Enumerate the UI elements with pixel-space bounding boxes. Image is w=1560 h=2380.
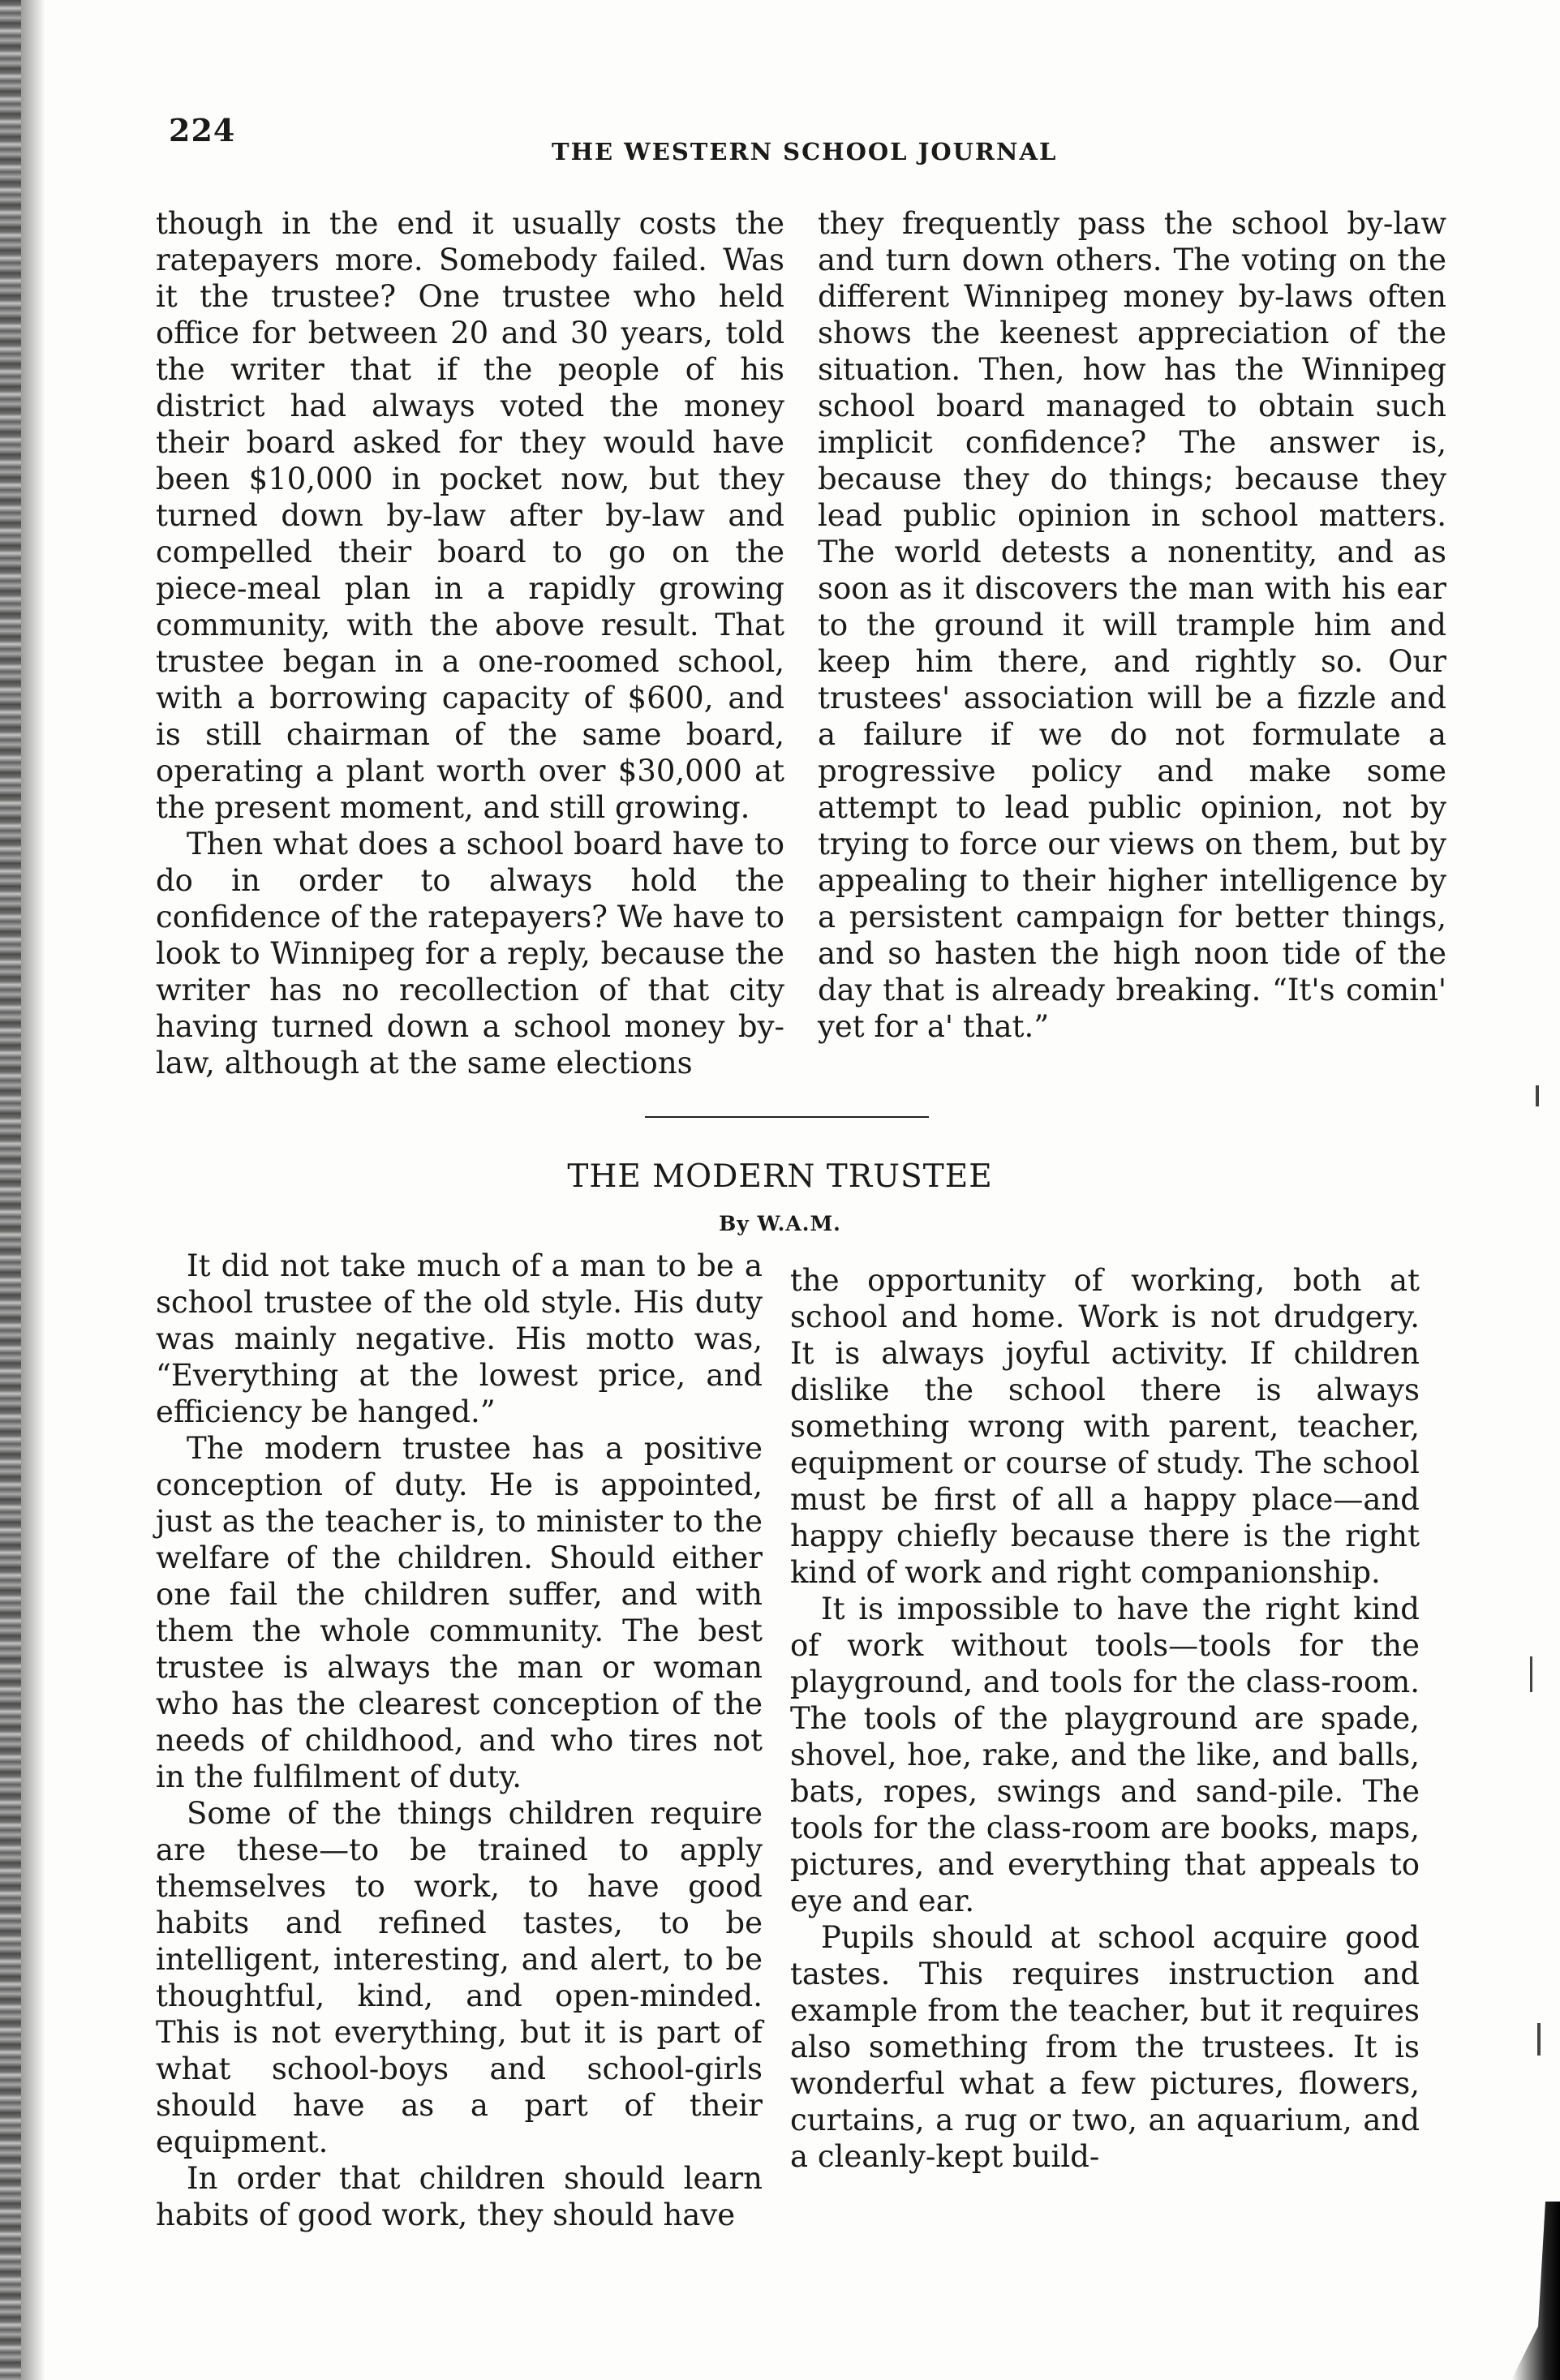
paragraph: It did not take much of a man to be a school trustee of the old style. His duty was mainly negative. His motto was, “Everything at the lowest price, and efficiency be hanged.” (156, 1248, 763, 1429)
paragraph: Then what does a school board have to do in order to always hold the confidence of the ratepayers? We have to look to Winnipeg for a reply, because the writer has no recollection of that city having turned down a school money by-law, although at the same elections (156, 827, 784, 1080)
article-right-column (790, 1262, 1420, 2175)
article-byline: By W.A.M. (719, 1212, 841, 1235)
paragraph: Pupils should at school acquire good tastes. This requires instruction and example from the teacher, but it requires also something from the trustees. It is wonderful what a few pictures, flowers, curtains, a rug or two, an aquarium, and a cleanly-kept build- (790, 1920, 1420, 2174)
paragraph: It is impossible to have the right kind of work without tools—tools for the playground, and tools for the class-room. The tools of the playground are spade, shovel, hoe, rake, and the like, and balls, bats, ropes, swings and sand-pile. The tools for the class-room are books, maps, pictures, and everything that appeals to eye and ear. (790, 1592, 1420, 1918)
scan-mark (1530, 1656, 1532, 1692)
paragraph: Some of the things children require are these—to be trained to apply themselves to work, to have good habits and refined tastes, to be intelligent, interesting, and alert, to be thoughtful, kind, and open-minded. This is not everything, but it is part of what school-boys and school-girls should have as a part of their equipment. (156, 1796, 763, 2159)
top-article-right-column (818, 205, 1446, 1045)
paragraph: the opportunity of working, both at school and home. Work is not drudgery. It is always joyful activity. If children dislike the school there is always something wrong with parent, teacher, equipment or course of study. The school must be first of all a happy place—and happy chiefly because there is the right kind of work and right companionship. (790, 1263, 1420, 1590)
section-divider (645, 1116, 929, 1118)
running-head: THE WESTERN SCHOOL JOURNAL (552, 138, 1058, 165)
paragraph: In order that children should learn habits of good work, they should have (156, 2161, 763, 2232)
scan-mark (1537, 2023, 1541, 2056)
paragraph: though in the end it usually costs the ratepayers more. Somebody failed. Was it the trustee? One trustee who held office for between 20 and 30 years, told the writer that if the people of his district had always voted the money their board asked for they would have been $10,000 in pocket now, but they turned down by-law after by-law and compelled their board to go on the piece-meal plan in a rapidly growing community, with the above result. That trustee began in a one-roomed school, with a borrowing capacity of $600, and is still chairman of the same board, operating a plant worth over $30,000 at the present moment, and still growing. (156, 206, 784, 825)
paragraph: The modern trustee has a positive conception of duty. He is appointed, just as the teacher is, to minister to the welfare of the children. Should either one fail the children suffer, and with them the whole community. The best trustee is always the man or woman who has the clearest conception of the needs of childhood, and who tires not in the fulfilment of duty. (156, 1431, 763, 1794)
paragraph: they frequently pass the school by-law and turn down others. The voting on the different Winnipeg money by-laws often shows the keenest appreciation of the situation. Then, how has the Winnipeg school board managed to obtain such implicit confidence? The answer is, because they do things; because they lead public opinion in school matters. The world detests a nonentity, and as soon as it discovers the man with his ear to the ground it will trample him and keep him there, and rightly so. Our trustees' association will be a fizzle and a failure if we do not formulate a progressive policy and make some attempt to lead public opinion, not by trying to force our views on them, but by appealing to their higher intelligence by a persistent campaign for better things, and so hasten the high noon tide of the day that is already breaking. “It's comin' yet for a' that.” (818, 206, 1446, 1044)
article-title: THE MODERN TRUSTEE (567, 1158, 993, 1195)
article-left-column (156, 1248, 763, 2233)
scan-mark (1536, 1085, 1539, 1106)
scan-corner (1511, 2202, 1560, 2380)
page-number: 224 (169, 112, 236, 148)
top-article-left-column (156, 205, 784, 1081)
